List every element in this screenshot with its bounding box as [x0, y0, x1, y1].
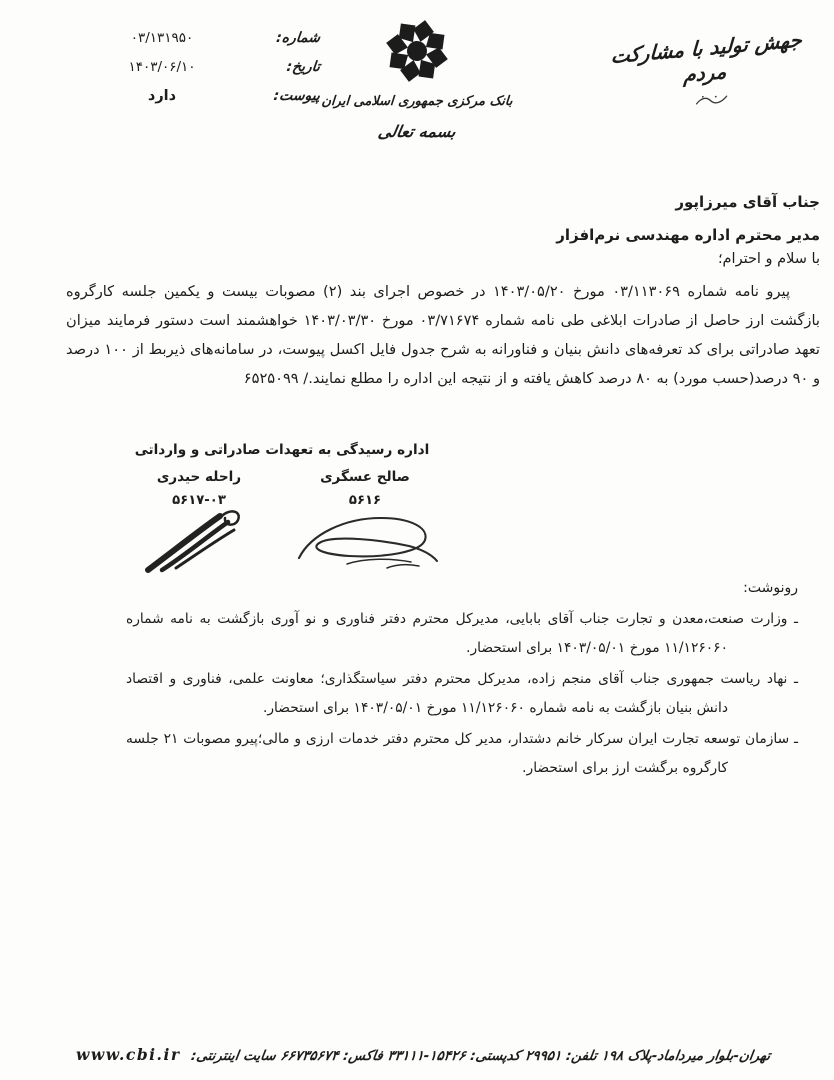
bank-name: بانک مرکزی جمهوری اسلامی ایران	[320, 94, 513, 109]
letter-date-value: ۱۴۰۳/۰۶/۱۰	[128, 59, 196, 75]
signature-scrawl-asgari	[282, 508, 448, 574]
cc-section	[126, 580, 798, 785]
signer-code: ۵۶۱۷-۰۳	[172, 493, 226, 508]
signer-name: راحله حیدری	[156, 469, 242, 485]
signature-scrawl-heydari	[116, 508, 282, 578]
year-slogan	[588, 26, 821, 124]
cc-item: ـ وزارت صنعت،معدن و تجارت جناب آقای بابایی، مدیرکل محترم دفتر فناوری و نو آوری بازگشت به نامه شماره ۱۱/۱۲۶۰۶۰ مورخ ۱۴۰۳/۰۵/۰۱ برای استحضار.	[126, 611, 798, 656]
letter-number-row	[66, 30, 320, 46]
letter-number-value: ۰۳/۱۳۱۹۵۰	[130, 30, 194, 46]
signer-heydari	[116, 469, 282, 578]
signature-block	[116, 442, 448, 578]
letter-body: پیرو نامه شماره ۰۳/۱۱۳۰۶۹ مورخ ۱۴۰۳/۰۵/۲۰ در خصوص اجرای بند (۲) مصوبات بیست و یکمین جلسه کارگروه بازگشت ارز حاصل از صادرات ابلاغی طی نامه شماره ۰۳/۷۱۶۷۴ مورخ ۱۴۰۳/۰۳/۳۰ خواهشمند است دستور فرمایند میزان تعهد صادراتی برای کد تعرفه‌های دانش بنیان و فناورانه به شرح جدول فایل اکسل پیوست، در سامانه‌های ذیربط از ۱۰۰ درصد و ۹۰ درصد(حسب مورد) به ۸۰ درصد کاهش یافته و از نتیجه این اداره را مطلع نمایند./ ۶۵۲۵۰۹۹	[66, 283, 820, 387]
footer-website-url: www.cbi.ir	[76, 1045, 181, 1064]
signer-code: ۵۶۱۶	[348, 493, 382, 508]
recipient-name: جناب آقای میرزاپور	[675, 193, 820, 211]
footer-contact-line	[40, 1045, 806, 1064]
signer-asgari	[282, 469, 448, 578]
letter-date-label: تاریخ:	[285, 59, 321, 75]
recipient-block	[70, 186, 820, 252]
year-slogan-text: جهش تولید با مشارکت مردم	[610, 27, 803, 87]
letter-attachment-value: دارد	[147, 88, 177, 104]
letter-attachment-row	[66, 88, 320, 104]
letter-meta-block	[66, 30, 320, 117]
signing-department: اداره رسیدگی به تعهدات صادراتی و وارداتی	[134, 442, 430, 458]
signer-name: صالح عسگری	[320, 469, 410, 485]
letter-attachment-label: پیوست:	[272, 88, 321, 104]
letter-date-row	[66, 59, 320, 75]
letter-number-label: شماره:	[275, 30, 321, 46]
cc-item: ـ سازمان توسعه تجارت ایران سرکار خانم دشتدار، مدیر کل محترم دفتر خدمات ارزی و مالی؛پیرو مصوبات ۲۱ جلسه کارگروه برگشت ارز برای استحضار.	[126, 731, 798, 776]
footer-address: تهران-بلوار میرداماد-پلاک ۱۹۸ تلفن: ۲۹۹۵۱ کدپستی: ۱۵۴۲۶-۳۳۱۱۱ فاکس: ۶۶۷۳۵۶۷۴ سایت اینترنتی:	[189, 1048, 772, 1064]
salutation: با سلام و احترام؛	[717, 251, 820, 267]
cc-label: رونوشت:	[743, 580, 798, 596]
cc-item: ـ نهاد ریاست جمهوری جناب آقای منجم زاده، مدیرکل محترم دفتر سیاستگذاری؛ معاونت علمی، فناوری و اقتصاد دانش بنیان بازگشت به نامه شماره ۱۱/۱۲۶۰۶۰ مورخ ۱۴۰۳/۰۵/۰۱ برای استحضار.	[126, 671, 798, 716]
letterhead-center	[287, 14, 547, 141]
central-bank-logo-icon	[380, 14, 454, 92]
recipient-title: مدیر محترم اداره مهندسی نرم‌افزار	[556, 226, 820, 244]
basmala-text: بسمه تعالی	[376, 122, 458, 141]
